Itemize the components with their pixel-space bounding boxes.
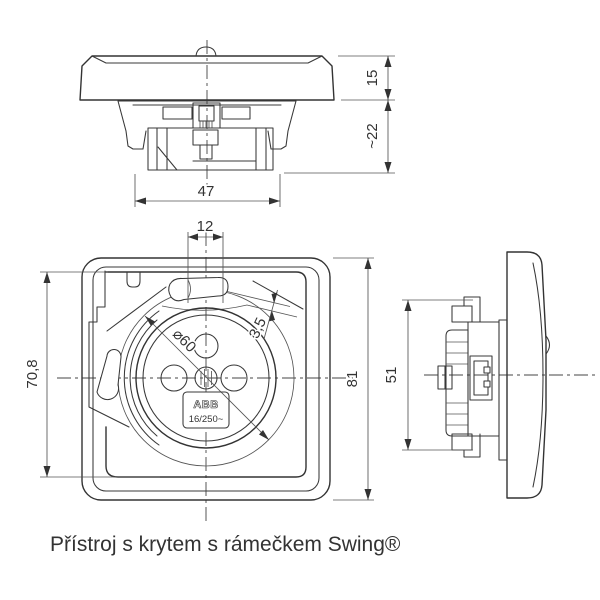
side-elevation-view — [80, 40, 395, 207]
dim-70-8-label: 70,8 — [24, 359, 41, 389]
terminal-inner — [474, 361, 488, 395]
dim-47-label: 47 — [197, 183, 215, 200]
dimension-3-5 — [246, 290, 278, 341]
left-claw — [126, 131, 146, 149]
lamination-stack — [446, 330, 468, 436]
dimension-81 — [333, 258, 374, 500]
terminal-notch-top — [484, 367, 490, 373]
mech-block-right — [222, 107, 250, 119]
dim-15-label: 15 — [364, 69, 381, 87]
mech-block-left — [163, 107, 192, 119]
opening-slot — [169, 277, 228, 300]
terminal-block — [470, 356, 492, 400]
dim-51-label: 51 — [383, 366, 400, 384]
rating-label: 16/250~ — [188, 414, 224, 425]
lamination-lines — [446, 342, 468, 425]
brand-label: ABB — [193, 399, 219, 411]
lip-edge-lower — [162, 305, 297, 317]
cover-tab — [127, 272, 140, 287]
mounting-flange — [499, 320, 507, 460]
caption: Přístroj s krytem s rámečkem Swing® — [50, 533, 401, 556]
cover-dome-bump — [196, 47, 216, 56]
ratchet-teeth — [200, 121, 212, 128]
release-lever — [97, 349, 121, 399]
central-pin-stem — [200, 145, 212, 159]
dim-60-label: ⌀60 — [169, 325, 200, 356]
mechanism-body — [468, 322, 499, 436]
dim-3-5-label: 3,5 — [245, 315, 271, 342]
dimension-47 — [135, 174, 280, 207]
dimension-70-8 — [24, 272, 160, 477]
dome-edge-upper-right — [253, 281, 303, 309]
profile-view — [383, 252, 598, 498]
dim-12-label: 12 — [196, 218, 214, 235]
dimension-15 — [338, 56, 395, 100]
central-column — [193, 103, 220, 128]
central-column-inner — [199, 106, 214, 121]
bottom-claw — [452, 434, 480, 457]
central-pin — [193, 130, 218, 145]
dim-22-label: ~22 — [364, 123, 381, 149]
left-flange — [118, 101, 126, 131]
dimension-22 — [284, 100, 395, 173]
dim-81-label: 81 — [344, 370, 361, 388]
front-view — [24, 218, 374, 524]
right-claw — [268, 131, 288, 149]
terminal-notch-bottom — [484, 381, 490, 387]
lip-edge-upper — [225, 291, 290, 307]
top-claw — [452, 297, 480, 322]
right-flange — [288, 101, 296, 131]
